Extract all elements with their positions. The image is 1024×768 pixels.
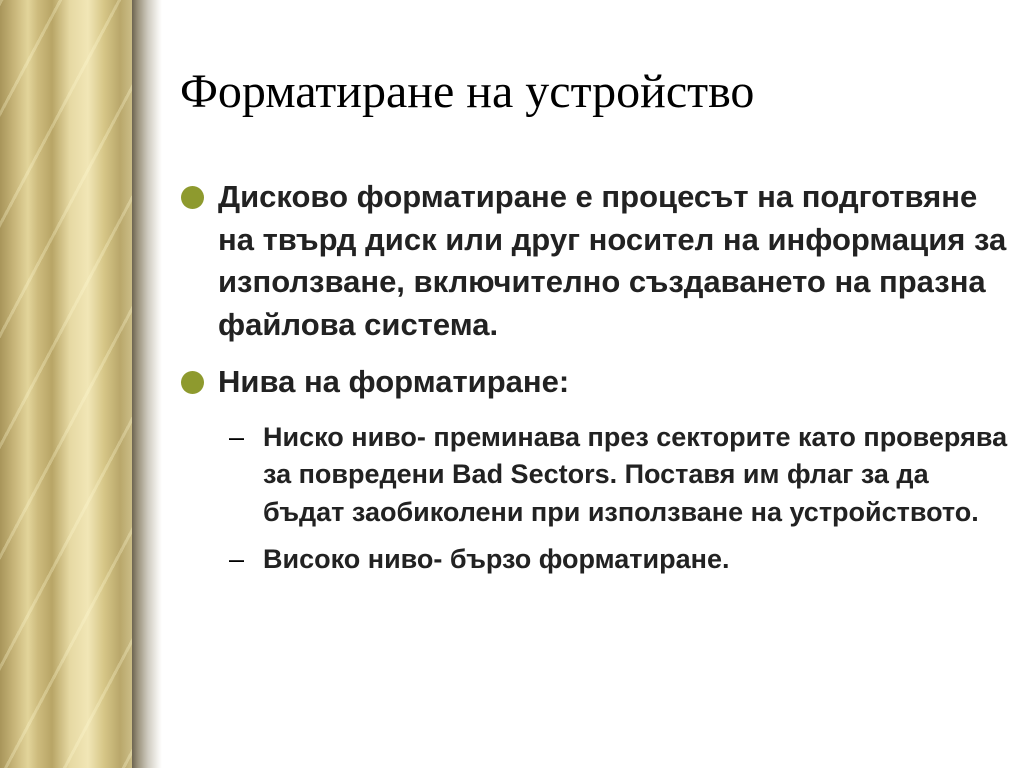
subitem-high-level xyxy=(227,541,1010,579)
dash-marker: – xyxy=(229,421,245,452)
slide-title: Форматиране на устройство xyxy=(180,65,755,118)
subitem-low-level xyxy=(227,419,1010,532)
decorative-gold-band xyxy=(0,0,132,768)
subitem-text: Високо ниво- бързо форматиране. xyxy=(263,544,730,574)
bullet-dot-icon xyxy=(181,186,204,209)
band-shadow xyxy=(132,0,162,768)
bullet-text: Дисково форматиране е процесът на подготвяне на твърд диск или друг носител на информация за използване, включително създаването на празна файлова система. xyxy=(218,179,1007,342)
dash-marker: – xyxy=(229,544,245,574)
bullet-item-disk-formatting xyxy=(180,176,1010,346)
bullet-item-format-levels xyxy=(180,361,1010,404)
bullet-dot-icon xyxy=(181,371,204,394)
slide-content xyxy=(180,176,1010,589)
subitem-text: Ниско ниво- преминава през секторите като проверява за повредени Bad Sectors. Поставя им флаг за да бъдат заобиколени при използване на устройството. xyxy=(263,421,1008,527)
bullet-text: Нива на форматиране: xyxy=(218,364,570,399)
